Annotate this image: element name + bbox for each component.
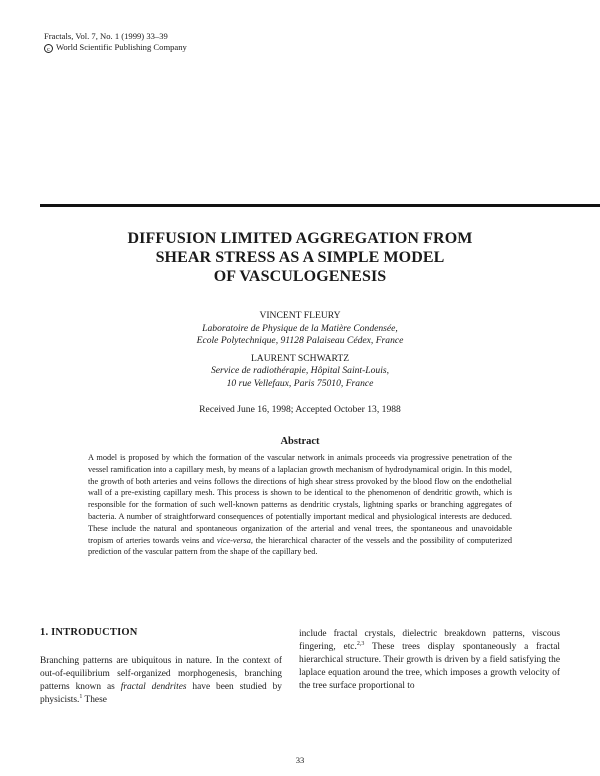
journal-header <box>44 31 187 53</box>
author-block <box>40 310 560 390</box>
copyright-line <box>44 42 187 53</box>
header-rule <box>40 204 600 207</box>
body-italic: fractal dendrites <box>120 682 187 692</box>
title-line: SHEAR STRESS AS A SIMPLE MODEL <box>155 249 445 266</box>
copyright-icon: c <box>44 44 53 53</box>
body-text: These trees display spontaneously a fractal hierarchical structure. Their growth is driven by a field satisfying the laplace equation around the tree, which imposes a growth velocity of the tree surface proportional to <box>299 642 560 691</box>
citation-ref: 2,3 <box>356 641 365 647</box>
body-text: include fractal crystals, dielectric breakdown patterns, viscous fingering, etc. <box>299 629 560 652</box>
intro-paragraph-left <box>40 655 282 707</box>
page-number: 33 <box>295 755 305 765</box>
abstract-text <box>88 452 512 558</box>
publisher-name: World Scientific Publishing Company <box>56 42 187 52</box>
abstract-part: A model is proposed by which the formation of the vascular network in animals proceeds via progressive penetration of the vessel ramification into a capillary mesh, by means of a laplacian growth mechanism of hydrodynamical origin. In this model, the growth of both arteries and veins follows the directions of high shear stress provoked by the blood flow on the endothelial wall of a pre-existing capillary mesh. This process is shown to be identical to the phenomenon of dendritic growth, which is responsible for the formation of such well-known patterns as dendritic crystals, lightning sparks or branching aggregates of bacteria. A number of straightforward consequences of potentially important medical and physiological interests are deduced. These include the natural and spontaneous organization of the arterial and venal trees, the spontaneous and unavoidable tropism of arteries towards veins and <box>88 453 512 545</box>
abstract-heading: Abstract <box>280 436 320 447</box>
intro-paragraph-right <box>299 628 560 693</box>
journal-citation: Fractals, Vol. 7, No. 1 (1999) 33–39 <box>44 31 168 41</box>
body-text: These <box>82 695 107 705</box>
body-text: have been studied by physicists. <box>40 682 282 705</box>
received-dates: Received June 16, 1998; Accepted October 13, 1988 <box>199 404 401 415</box>
body-text: Branching patterns are ubiquitous in nature. In the context of out-of-equilibrium self-organized morphogenesis, branching patterns known as <box>40 656 282 692</box>
citation-ref: 1 <box>79 694 83 700</box>
section-heading: 1. INTRODUCTION <box>40 627 138 638</box>
author-affiliation: Service de radiothérapie, Hôpital Saint-Louis, <box>211 365 389 376</box>
right-column <box>299 628 560 693</box>
title-line: OF VASCULOGENESIS <box>213 268 387 285</box>
author-name: VINCENT FLEURY <box>259 310 341 321</box>
author-affiliation: Laboratoire de Physique de la Matière Condensée, <box>202 322 398 334</box>
title-line: DIFFUSION LIMITED AGGREGATION FROM <box>127 230 473 247</box>
paper-title <box>40 229 560 286</box>
abstract-part: , the hierarchical character of the vessels and the possibility of computerized prediction of the vascular pattern from the shape of the capillary bed. <box>88 535 512 557</box>
author-name: LAURENT SCHWARTZ <box>250 352 350 364</box>
author-affiliation: Ecole Polytechnique, 91128 Palaiseau Cédex, France <box>196 335 404 346</box>
author-affiliation: 10 rue Vellefaux, Paris 75010, France <box>226 377 374 389</box>
left-column <box>40 627 282 707</box>
abstract-italic: vice-versa <box>216 535 251 545</box>
